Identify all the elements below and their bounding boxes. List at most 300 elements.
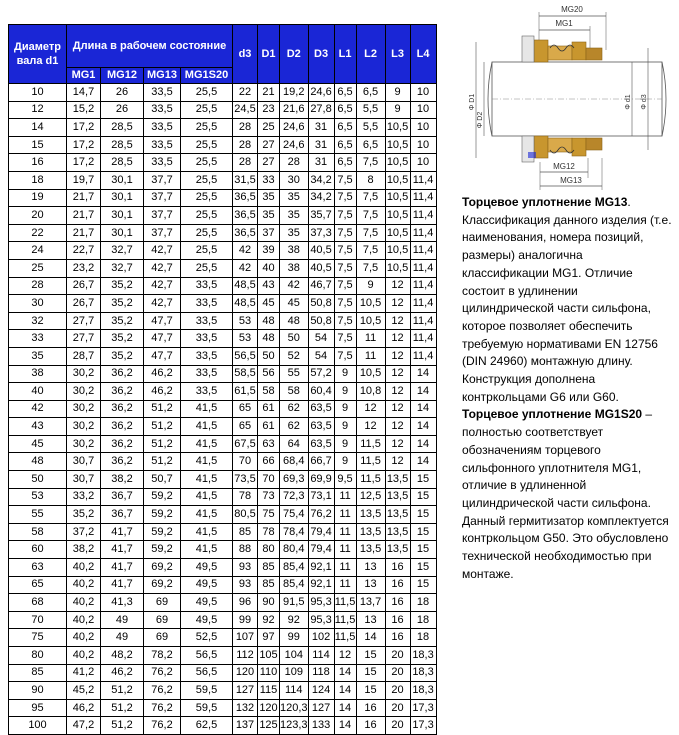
table-cell: 7,5 bbox=[334, 312, 356, 330]
table-cell: 127 bbox=[233, 682, 258, 700]
table-cell: 9 bbox=[334, 383, 356, 401]
table-cell: 46,7 bbox=[308, 277, 334, 295]
table-cell: 7,5 bbox=[334, 207, 356, 225]
table-cell: 65 bbox=[233, 400, 258, 418]
table-cell: 37,7 bbox=[144, 224, 181, 242]
table-cell: 38,2 bbox=[67, 541, 101, 559]
table-cell: 37,2 bbox=[67, 523, 101, 541]
table-row bbox=[9, 664, 437, 682]
header-D1: D1 bbox=[258, 25, 280, 84]
table-cell: 11,5 bbox=[334, 629, 356, 647]
table-cell: 20 bbox=[385, 682, 410, 700]
table-cell: 51,2 bbox=[144, 435, 181, 453]
header-L2: L2 bbox=[356, 25, 385, 84]
table-cell: 13,7 bbox=[356, 594, 385, 612]
table-cell: 76,2 bbox=[144, 699, 181, 717]
table-cell: 6,5 bbox=[334, 101, 356, 119]
table-cell: 24,6 bbox=[280, 136, 309, 154]
table-cell: 48 bbox=[258, 312, 280, 330]
table-row bbox=[9, 400, 437, 418]
header-diameter: Диаметр вала d1 bbox=[9, 25, 67, 84]
table-cell: 30,7 bbox=[67, 471, 101, 489]
mg13-title: Торцевое уплотнение MG13 bbox=[462, 195, 628, 209]
table-cell: 7,5 bbox=[334, 259, 356, 277]
table-cell: 21 bbox=[258, 84, 280, 102]
table-cell: 80 bbox=[9, 647, 67, 665]
table-cell: 36,2 bbox=[101, 435, 144, 453]
table-cell: 42,7 bbox=[144, 259, 181, 277]
mg12-label: MG12 bbox=[553, 162, 575, 171]
table-cell: 9 bbox=[385, 101, 410, 119]
table-cell: 40,2 bbox=[67, 611, 101, 629]
table-row bbox=[9, 559, 437, 577]
table-cell: 92,1 bbox=[308, 559, 334, 577]
table-cell: 41,5 bbox=[181, 435, 233, 453]
table-cell: 6,5 bbox=[334, 136, 356, 154]
table-cell: 17,3 bbox=[410, 699, 436, 717]
table-cell: 40,2 bbox=[67, 594, 101, 612]
table-cell: 10,5 bbox=[385, 207, 410, 225]
table-cell: 18 bbox=[410, 594, 436, 612]
table-cell: 33,5 bbox=[181, 383, 233, 401]
table-cell: 35,2 bbox=[101, 347, 144, 365]
table-row bbox=[9, 171, 437, 189]
table-cell: 76,2 bbox=[308, 506, 334, 524]
table-cell: 58 bbox=[258, 383, 280, 401]
table-cell: 51,2 bbox=[101, 682, 144, 700]
table-cell: 58 bbox=[9, 523, 67, 541]
table-cell: 55 bbox=[280, 365, 309, 383]
table-cell: 12 bbox=[385, 330, 410, 348]
table-cell: 20 bbox=[385, 664, 410, 682]
table-row bbox=[9, 224, 437, 242]
table-cell: 14 bbox=[410, 453, 436, 471]
table-cell: 12 bbox=[385, 453, 410, 471]
table-cell: 11 bbox=[334, 523, 356, 541]
table-cell: 99 bbox=[280, 629, 309, 647]
table-cell: 26 bbox=[101, 84, 144, 102]
table-cell: 40,2 bbox=[67, 629, 101, 647]
table-cell: 92 bbox=[258, 611, 280, 629]
table-cell: 61 bbox=[258, 400, 280, 418]
table-cell: 42 bbox=[233, 259, 258, 277]
table-cell: 63 bbox=[9, 559, 67, 577]
table-cell: 78 bbox=[258, 523, 280, 541]
table-cell: 39 bbox=[258, 242, 280, 260]
table-cell: 15,2 bbox=[67, 101, 101, 119]
table-cell: 7,5 bbox=[334, 277, 356, 295]
mg1-label: MG1 bbox=[555, 19, 573, 28]
table-cell: 40,2 bbox=[67, 559, 101, 577]
table-cell: 13,5 bbox=[356, 523, 385, 541]
table-cell: 35 bbox=[258, 189, 280, 207]
table-cell: 102 bbox=[308, 629, 334, 647]
table-cell: 18 bbox=[410, 629, 436, 647]
table-cell: 10 bbox=[410, 154, 436, 172]
table-cell: 12 bbox=[356, 418, 385, 436]
table-cell: 22 bbox=[9, 224, 67, 242]
dimensions-table bbox=[8, 24, 437, 735]
table-cell: 10,5 bbox=[385, 136, 410, 154]
table-cell: 41,5 bbox=[181, 506, 233, 524]
table-cell: 54 bbox=[308, 347, 334, 365]
table-cell: 40 bbox=[9, 383, 67, 401]
table-cell: 15 bbox=[410, 576, 436, 594]
table-row bbox=[9, 435, 437, 453]
table-cell: 12 bbox=[385, 383, 410, 401]
table-row bbox=[9, 312, 437, 330]
table-cell: 9,5 bbox=[334, 471, 356, 489]
table-cell: 60 bbox=[9, 541, 67, 559]
table-row bbox=[9, 189, 437, 207]
table-cell: 54 bbox=[308, 330, 334, 348]
table-cell: 59,2 bbox=[144, 488, 181, 506]
table-cell: 21,7 bbox=[67, 189, 101, 207]
table-cell: 33 bbox=[258, 171, 280, 189]
table-cell: 33,5 bbox=[181, 312, 233, 330]
table-cell: 15 bbox=[410, 506, 436, 524]
table-cell: 11,5 bbox=[356, 453, 385, 471]
table-cell: 49 bbox=[101, 611, 144, 629]
table-cell: 9 bbox=[334, 453, 356, 471]
table-cell: 15 bbox=[410, 523, 436, 541]
table-cell: 85 bbox=[258, 559, 280, 577]
table-cell: 35,2 bbox=[67, 506, 101, 524]
d2-label: Φ D2 bbox=[477, 111, 484, 129]
table-cell: 11 bbox=[356, 347, 385, 365]
table-cell: 48,2 bbox=[101, 647, 144, 665]
table-cell: 36,2 bbox=[101, 453, 144, 471]
mg1s20-description bbox=[462, 406, 672, 583]
table-cell: 14 bbox=[356, 629, 385, 647]
table-cell: 52,5 bbox=[181, 629, 233, 647]
table-cell: 11 bbox=[334, 506, 356, 524]
table-cell: 50,7 bbox=[144, 471, 181, 489]
table-cell: 53 bbox=[233, 312, 258, 330]
table-row bbox=[9, 365, 437, 383]
table-cell: 80 bbox=[258, 541, 280, 559]
table-cell: 30,2 bbox=[67, 365, 101, 383]
table-cell: 13,5 bbox=[385, 523, 410, 541]
table-cell: 12 bbox=[385, 365, 410, 383]
table-cell: 16 bbox=[356, 699, 385, 717]
table-cell: 49,5 bbox=[181, 576, 233, 594]
table-cell: 20 bbox=[385, 717, 410, 735]
table-cell: 62 bbox=[280, 418, 309, 436]
table-cell: 85,4 bbox=[280, 559, 309, 577]
table-cell: 41,7 bbox=[101, 559, 144, 577]
table-cell: 37,7 bbox=[144, 171, 181, 189]
table-cell: 48 bbox=[280, 312, 309, 330]
table-cell: 27,7 bbox=[67, 330, 101, 348]
table-cell: 79,4 bbox=[308, 541, 334, 559]
table-cell: 38,2 bbox=[101, 471, 144, 489]
table-cell: 99 bbox=[233, 611, 258, 629]
table-cell: 6,5 bbox=[334, 119, 356, 137]
table-cell: 48,5 bbox=[233, 277, 258, 295]
table-cell: 41,2 bbox=[67, 664, 101, 682]
table-cell: 120,3 bbox=[280, 699, 309, 717]
table-cell: 69,2 bbox=[144, 576, 181, 594]
table-cell: 59,2 bbox=[144, 506, 181, 524]
table-cell: 42,7 bbox=[144, 277, 181, 295]
table-cell: 11,4 bbox=[410, 277, 436, 295]
table-cell: 95,3 bbox=[308, 611, 334, 629]
table-cell: 76,2 bbox=[144, 682, 181, 700]
table-cell: 21,6 bbox=[280, 101, 309, 119]
header-mg1s20: MG1S20 bbox=[181, 68, 233, 84]
table-cell: 19,7 bbox=[67, 171, 101, 189]
table-cell: 70 bbox=[233, 453, 258, 471]
table-cell: 6,5 bbox=[334, 154, 356, 172]
table-cell: 26 bbox=[101, 101, 144, 119]
table-cell: 10,5 bbox=[356, 312, 385, 330]
header-mg1: MG1 bbox=[67, 68, 101, 84]
table-cell: 11,4 bbox=[410, 224, 436, 242]
table-cell: 30,2 bbox=[67, 418, 101, 436]
table-row bbox=[9, 488, 437, 506]
table-cell: 41,5 bbox=[181, 541, 233, 559]
table-cell: 34,2 bbox=[308, 189, 334, 207]
table-row bbox=[9, 136, 437, 154]
header-L4: L4 bbox=[410, 25, 436, 84]
table-cell: 46,2 bbox=[67, 699, 101, 717]
table-cell: 11 bbox=[334, 559, 356, 577]
table-row bbox=[9, 611, 437, 629]
table-cell: 47,7 bbox=[144, 347, 181, 365]
table-cell: 12 bbox=[385, 400, 410, 418]
table-cell: 7,5 bbox=[334, 330, 356, 348]
table-row bbox=[9, 101, 437, 119]
table-cell: 88 bbox=[233, 541, 258, 559]
table-body bbox=[9, 84, 437, 735]
table-cell: 7,5 bbox=[356, 242, 385, 260]
table-cell: 59,5 bbox=[181, 682, 233, 700]
table-cell: 41,5 bbox=[181, 488, 233, 506]
table-cell: 25,5 bbox=[181, 242, 233, 260]
table-cell: 11 bbox=[334, 488, 356, 506]
table-cell: 11 bbox=[334, 576, 356, 594]
table-cell: 76,2 bbox=[144, 717, 181, 735]
table-cell: 80,4 bbox=[280, 541, 309, 559]
table-row bbox=[9, 717, 437, 735]
table-cell: 63,5 bbox=[308, 400, 334, 418]
table-cell: 95 bbox=[9, 699, 67, 717]
table-cell: 15 bbox=[410, 488, 436, 506]
table-cell: 58,5 bbox=[233, 365, 258, 383]
table-cell: 10,5 bbox=[385, 171, 410, 189]
table-cell: 125 bbox=[258, 717, 280, 735]
table-cell: 7,5 bbox=[334, 189, 356, 207]
table-cell: 7,5 bbox=[334, 171, 356, 189]
table-cell: 16 bbox=[385, 576, 410, 594]
table-cell: 33,5 bbox=[144, 119, 181, 137]
table-cell: 51,2 bbox=[144, 453, 181, 471]
table-cell: 15 bbox=[356, 682, 385, 700]
table-cell: 120 bbox=[258, 699, 280, 717]
table-cell: 37,3 bbox=[308, 224, 334, 242]
table-cell: 13,5 bbox=[385, 488, 410, 506]
table-row bbox=[9, 453, 437, 471]
table-cell: 42,7 bbox=[144, 295, 181, 313]
table-cell: 109 bbox=[280, 664, 309, 682]
table-cell: 28 bbox=[233, 154, 258, 172]
table-cell: 11,4 bbox=[410, 330, 436, 348]
table-cell: 15 bbox=[9, 136, 67, 154]
table-cell: 10 bbox=[410, 101, 436, 119]
table-cell: 27 bbox=[258, 136, 280, 154]
table-cell: 105 bbox=[258, 647, 280, 665]
table-cell: 19,2 bbox=[280, 84, 309, 102]
table-cell: 16 bbox=[385, 594, 410, 612]
table-cell: 43 bbox=[9, 418, 67, 436]
table-cell: 49,5 bbox=[181, 594, 233, 612]
table-cell: 41,7 bbox=[101, 523, 144, 541]
table-cell: 32,7 bbox=[101, 242, 144, 260]
table-cell: 10,5 bbox=[385, 154, 410, 172]
table-cell: 51,2 bbox=[144, 400, 181, 418]
table-cell: 18,3 bbox=[410, 647, 436, 665]
table-cell: 40,5 bbox=[308, 242, 334, 260]
table-cell: 38 bbox=[280, 242, 309, 260]
table-cell: 51,2 bbox=[144, 418, 181, 436]
table-row bbox=[9, 242, 437, 260]
table-cell: 30,1 bbox=[101, 224, 144, 242]
table-cell: 107 bbox=[233, 629, 258, 647]
table-cell: 27,7 bbox=[67, 312, 101, 330]
table-cell: 120 bbox=[233, 664, 258, 682]
table-cell: 33 bbox=[9, 330, 67, 348]
table-cell: 33,5 bbox=[144, 136, 181, 154]
table-cell: 45 bbox=[258, 295, 280, 313]
table-cell: 69,2 bbox=[144, 559, 181, 577]
table-cell: 41,5 bbox=[181, 418, 233, 436]
table-cell: 38 bbox=[9, 365, 67, 383]
table-cell: 10,5 bbox=[385, 224, 410, 242]
table-cell: 73,5 bbox=[233, 471, 258, 489]
table-cell: 50 bbox=[258, 347, 280, 365]
table-cell: 47,7 bbox=[144, 312, 181, 330]
table-cell: 13,5 bbox=[385, 506, 410, 524]
table-cell: 14 bbox=[410, 418, 436, 436]
table-cell: 24,5 bbox=[233, 101, 258, 119]
table-cell: 92,1 bbox=[308, 576, 334, 594]
table-cell: 48,5 bbox=[233, 295, 258, 313]
table-cell: 40,5 bbox=[308, 259, 334, 277]
table-cell: 50,8 bbox=[308, 312, 334, 330]
table-cell: 68,4 bbox=[280, 453, 309, 471]
table-cell: 115 bbox=[258, 682, 280, 700]
table-cell: 30,1 bbox=[101, 207, 144, 225]
table-cell: 16 bbox=[385, 629, 410, 647]
table-cell: 10,5 bbox=[385, 119, 410, 137]
table-cell: 31 bbox=[308, 119, 334, 137]
table-cell: 46,2 bbox=[144, 383, 181, 401]
table-cell: 31 bbox=[308, 154, 334, 172]
table-cell: 45,2 bbox=[67, 682, 101, 700]
table-cell: 114 bbox=[280, 682, 309, 700]
table-cell: 13 bbox=[356, 559, 385, 577]
table-cell: 25,5 bbox=[181, 154, 233, 172]
table-cell: 70 bbox=[9, 611, 67, 629]
table-cell: 11,4 bbox=[410, 189, 436, 207]
table-cell: 11,5 bbox=[334, 611, 356, 629]
table-row bbox=[9, 295, 437, 313]
table-row bbox=[9, 119, 437, 137]
table-cell: 22 bbox=[233, 84, 258, 102]
table-cell: 16 bbox=[9, 154, 67, 172]
table-cell: 14 bbox=[410, 383, 436, 401]
table-cell: 21,7 bbox=[67, 224, 101, 242]
table-cell: 18,3 bbox=[410, 664, 436, 682]
table-cell: 25,5 bbox=[181, 224, 233, 242]
table-cell: 40 bbox=[258, 259, 280, 277]
table-cell: 11,5 bbox=[356, 435, 385, 453]
table-cell: 22,7 bbox=[67, 242, 101, 260]
table-cell: 41,5 bbox=[181, 523, 233, 541]
table-cell: 40,2 bbox=[67, 647, 101, 665]
table-cell: 12 bbox=[385, 277, 410, 295]
table-cell: 13,5 bbox=[385, 541, 410, 559]
table-row bbox=[9, 523, 437, 541]
table-cell: 14 bbox=[410, 400, 436, 418]
table-cell: 114 bbox=[308, 647, 334, 665]
table-cell: 14 bbox=[410, 435, 436, 453]
table-cell: 28 bbox=[233, 119, 258, 137]
table-cell: 49,5 bbox=[181, 559, 233, 577]
table-cell: 41,3 bbox=[101, 594, 144, 612]
header-D2: D2 bbox=[280, 25, 309, 84]
table-cell: 26,7 bbox=[67, 277, 101, 295]
table-row bbox=[9, 682, 437, 700]
d3-label: Φ d3 bbox=[641, 94, 648, 110]
table-cell: 25,5 bbox=[181, 119, 233, 137]
header-L1: L1 bbox=[334, 25, 356, 84]
table-cell: 14 bbox=[334, 699, 356, 717]
table-cell: 7,5 bbox=[356, 259, 385, 277]
table-cell: 6,5 bbox=[356, 84, 385, 102]
table-cell: 12 bbox=[385, 295, 410, 313]
table-cell: 79,4 bbox=[308, 523, 334, 541]
table-cell: 66 bbox=[258, 453, 280, 471]
table-cell: 92 bbox=[280, 611, 309, 629]
table-cell: 11,4 bbox=[410, 295, 436, 313]
table-cell: 61,5 bbox=[233, 383, 258, 401]
table-cell: 7,5 bbox=[334, 224, 356, 242]
table-cell: 10,8 bbox=[356, 383, 385, 401]
table-cell: 11,4 bbox=[410, 312, 436, 330]
table-cell: 43 bbox=[258, 277, 280, 295]
table-cell: 132 bbox=[233, 699, 258, 717]
table-cell: 95,3 bbox=[308, 594, 334, 612]
table-cell: 12,5 bbox=[356, 488, 385, 506]
table-cell: 96 bbox=[233, 594, 258, 612]
table-row bbox=[9, 418, 437, 436]
table-cell: 51,2 bbox=[101, 699, 144, 717]
table-cell: 33,5 bbox=[144, 101, 181, 119]
table-cell: 59,2 bbox=[144, 541, 181, 559]
table-cell: 75 bbox=[258, 506, 280, 524]
table-cell: 35,2 bbox=[101, 330, 144, 348]
table-cell: 16 bbox=[385, 559, 410, 577]
table-cell: 85 bbox=[233, 523, 258, 541]
table-cell: 30 bbox=[280, 171, 309, 189]
table-cell: 35,2 bbox=[101, 295, 144, 313]
mg13-text: . Классификация данного изделия (т.е. наименования, номера позиций, размеры) аналогична классификации MG1. Отличие состоит в удлинении цилиндрической части сильфона, которое позволяет обеспечить требуемую нормативами EN 12756 (DIN 24960) монтажную длину. Конструкция дополнена контркольцами G6 или G60. bbox=[462, 195, 672, 404]
header-mg12: MG12 bbox=[101, 68, 144, 84]
table-cell: 60,4 bbox=[308, 383, 334, 401]
table-cell: 14,7 bbox=[67, 84, 101, 102]
